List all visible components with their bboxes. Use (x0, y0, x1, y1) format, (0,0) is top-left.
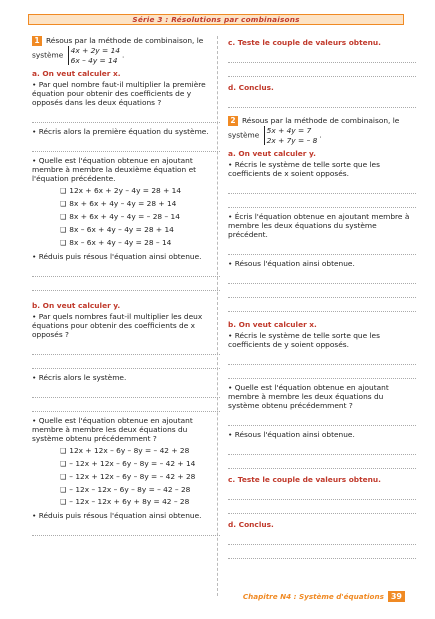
answer-line[interactable] (228, 531, 416, 545)
ex1-intro: Résous par la méthode de combinaison, le système (32, 36, 204, 60)
ex2-q4: • Récris le système de telle sorte que les coefficients de y soient opposés. (228, 331, 380, 350)
answer-line[interactable] (32, 398, 220, 412)
answer-line[interactable] (228, 298, 416, 312)
checkbox-option[interactable]: ❑ – 12x – 12x + 6y + 8y = 42 – 28 (32, 496, 220, 509)
answer-line[interactable] (32, 109, 220, 123)
answer-line[interactable] (32, 384, 220, 398)
ex1-system (68, 46, 120, 65)
ex1-d-title: d. Conclus. (228, 83, 274, 92)
series-title: Série 3 : Résolutions par combinaisons (132, 15, 300, 24)
answer-line[interactable] (228, 545, 416, 559)
answer-line[interactable] (32, 522, 220, 536)
exercise-1 (32, 36, 220, 536)
checkbox-option[interactable]: ❑ 8x – 6x + 4y – 4y = 28 – 14 (32, 237, 220, 250)
answer-line[interactable] (228, 63, 416, 77)
answer-line[interactable] (228, 284, 416, 298)
checkbox-option[interactable]: ❑ 12x + 12x – 6y – 8y = – 42 + 28 (32, 445, 220, 458)
ex1-c-title: c. Teste le couple de valeurs obtenu. (228, 38, 381, 47)
answer-line[interactable] (228, 241, 416, 255)
ex1-q6: • Récris alors le système. (32, 372, 127, 382)
chapter-title: Chapitre N4 : Système d'équations (242, 592, 384, 601)
ex1-q8: • Réduis puis résous l'équation ainsi obtenue. (32, 511, 202, 521)
answer-line[interactable] (228, 180, 416, 194)
checkbox-option[interactable]: ❑ 8x + 6x + 4y – 4y = – 28 – 14 (32, 211, 220, 224)
ex1-q5: • Par quels nombres faut-il multiplier les deux équations pour obtenir des coefficients de x opposés ? (32, 311, 203, 339)
ex1-b-title: b. On veut calculer y. (32, 300, 121, 310)
checkbox-option[interactable]: ❑ – 12x – 12x – 6y – 8y = – 42 – 28 (32, 484, 220, 497)
answer-line[interactable] (32, 355, 220, 369)
ex1-eq2: 6x – 4y = 14 (70, 55, 118, 65)
answer-line[interactable] (228, 412, 416, 426)
answer-line[interactable] (228, 49, 416, 63)
answer-line[interactable] (228, 94, 416, 108)
answer-line[interactable] (228, 486, 416, 500)
answer-line[interactable] (228, 194, 416, 208)
answer-line[interactable] (32, 277, 220, 291)
ex1-eq1: 4x + 2y = 14 (70, 46, 120, 56)
ex1-a-title: a. On veut calculer x. (32, 69, 121, 79)
exercise-number: 1 (32, 36, 42, 46)
ex2-q3: • Résous l'équation ainsi obtenue. (228, 259, 355, 269)
answer-line[interactable] (228, 455, 416, 469)
answer-line[interactable] (32, 263, 220, 277)
exercise-number: 2 (228, 116, 238, 126)
answer-line[interactable] (228, 270, 416, 284)
checkbox-option[interactable]: ❑ 8x – 6x + 4y – 4y = 28 + 14 (32, 224, 220, 237)
ex1-intro-block: 1 Résous par la méthode de combinaison, le système 4x + 2y = 14 6x – 4y = 14. (32, 36, 204, 65)
answer-line[interactable] (228, 351, 416, 365)
ex2-c-title: c. Teste le couple de valeurs obtenu. (228, 475, 381, 485)
ex2-a-title: a. On veut calculer y. (228, 149, 316, 159)
ex1-q2: • Récris alors la première équation du système. (32, 127, 209, 137)
checkbox-option[interactable]: ❑ 12x + 6x + 2y – 4y = 28 + 14 (32, 185, 220, 198)
ex2-d-title: d. Conclus. (228, 520, 274, 530)
answer-line[interactable] (228, 441, 416, 455)
ex2-intro-block: 2 Résous par la méthode de combinaison, le système 5x + 4y = 7 2x + 7y = – 8. (228, 116, 400, 145)
page-footer (243, 591, 405, 602)
ex1-q7: • Quelle est l'équation obtenue en ajoutant membre à membre les deux équations du système obtenu précédemment ? (32, 415, 193, 443)
ex2-q6: • Résous l'équation ainsi obtenue. (228, 430, 355, 440)
ex2-q5: • Quelle est l'équation obtenue en ajoutant membre à membre les deux équations du système obtenu précédemment ? (228, 383, 389, 411)
ex1-q1: • Par quel nombre faut-il multiplier la première équation pour obtenir des coefficients de y opposés dans les deux équations ? (32, 80, 206, 108)
ex2-intro: Résous par la méthode de combinaison, le système (228, 116, 400, 140)
answer-line[interactable] (228, 500, 416, 514)
ex2-b-title: b. On veut calculer x. (228, 320, 317, 330)
answer-line[interactable] (32, 341, 220, 355)
ex1-q3: • Quelle est l'équation obtenue en ajoutant membre à membre la deuxième équation et l'équation précédente. (32, 156, 197, 184)
exercise-1-continued-and-2 (228, 36, 416, 559)
ex2-q2: • Écris l'équation obtenue en ajoutant membre à membre les deux équations du système précédent. (228, 212, 410, 240)
checkbox-option[interactable]: ❑ 8x + 6x + 4y – 4y = 28 + 14 (32, 198, 220, 211)
answer-line[interactable] (32, 138, 220, 152)
series-banner (28, 14, 404, 25)
checkbox-option[interactable]: ❑ – 12x + 12x – 6y – 8y = – 42 + 14 (32, 458, 220, 471)
answer-line[interactable] (228, 365, 416, 379)
ex2-eq2: 2x + 7y = – 8 (266, 135, 318, 145)
ex2-q1: • Récris le système de telle sorte que les coefficients de x soient opposés. (228, 160, 380, 179)
page-number: 39 (388, 591, 405, 602)
ex2-system (264, 126, 318, 145)
ex1-q4: • Réduis puis résous l'équation ainsi obtenue. (32, 251, 202, 261)
checkbox-option[interactable]: ❑ – 12x + 12x – 6y – 8y = – 42 + 28 (32, 471, 220, 484)
ex2-eq1: 5x + 4y = 7 (266, 126, 312, 136)
